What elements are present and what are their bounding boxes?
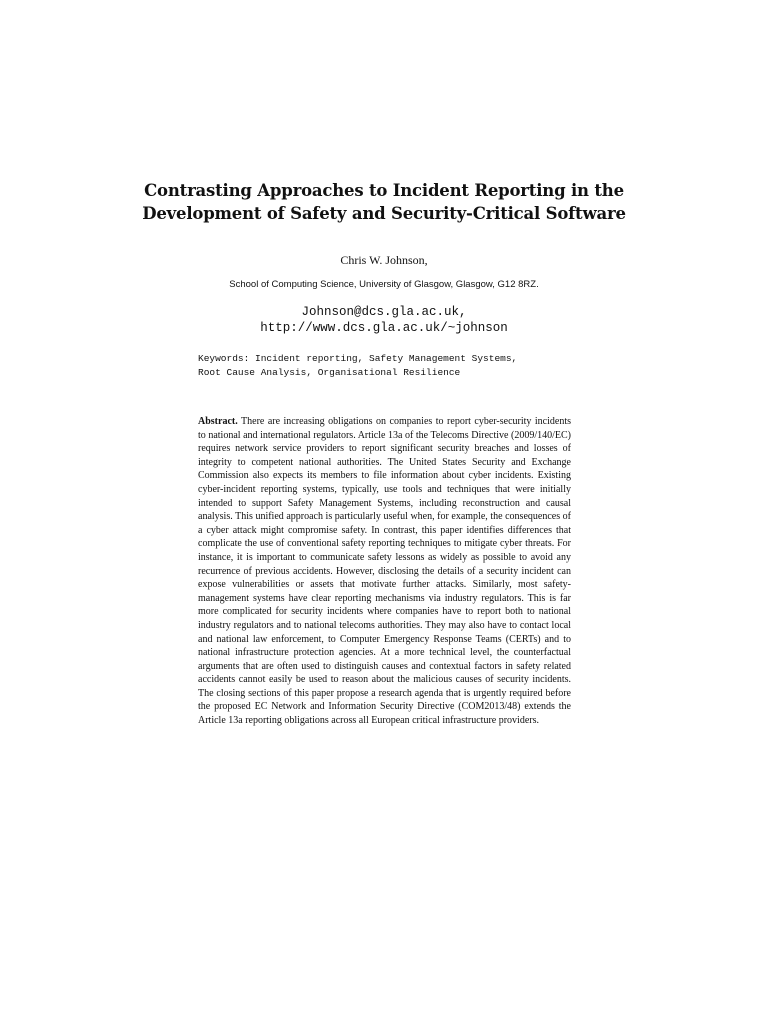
author-email: Johnson@dcs.gla.ac.uk,	[301, 305, 467, 319]
abstract-paragraph	[198, 415, 571, 728]
keywords-block	[198, 352, 578, 380]
keywords-line-2: Root Cause Analysis, Organisational Resilience	[198, 367, 461, 378]
abstract-label: Abstract.	[198, 416, 238, 427]
title-line-1: Contrasting Approaches to Incident Reporting in the	[144, 181, 624, 200]
author-homepage-url: http://www.dcs.gla.ac.uk/~johnson	[260, 321, 508, 335]
paper-title	[140, 179, 628, 225]
contact-block	[184, 304, 584, 336]
title-line-2: Development of Safety and Security-Critical Software	[142, 204, 626, 223]
keywords-line-1: Keywords: Incident reporting, Safety Management Systems,	[198, 353, 518, 364]
author-affiliation: School of Computing Science, University of Glasgow, Glasgow, G12 8RZ.	[229, 279, 539, 290]
author-name: Chris W. Johnson,	[340, 253, 428, 267]
abstract-text: There are increasing obligations on companies to report cyber-security incidents to national and international regulators. Article 13a of the Telecoms Directive (2009/140/EC) requires network service providers to report significant security breaches and losses of integrity to competent national authorities. The United States Security and Exchange Commission also expects its members to file information about cyber incidents. Existing cyber-incident reporting systems, typically, use tools and techniques that were initially intended to support Safety Management Systems, including reconstruction and causal analysis. This unified approach is particularly useful when, for example, the consequences of a cyber attack might compromise safety. In contrast, this paper identifies differences that complicate the use of conventional safety reporting techniques to mitigate cyber threats. For instance, it is important to communicate safety lessons as widely as possible to avoid any recurrence of previous accidents. However, disclosing the details of a security incident can expose vulnerabilities or assets that motivate further attacks. Similarly, most safety-management systems have clear reporting mechanisms via industry regulators. This is far more complicated for security incidents where companies have to report both to national industry regulators and to national telecoms authorities. They may also have to contact local and national law enforcement, to Computer Emergency Response Teams (CERTs) and to national infrastructure protection agencies. At a more technical level, the counterfactual arguments that are often used to distinguish causes and contextual factors in safety related accidents cannot easily be used to reason about the malicious causes of security incidents. The closing sections of this paper propose a research agenda that is urgently required before the proposed EC Network and Information Security Directive (COM2013/48) extends the Article 13a reporting obligations across all European critical infrastructure providers.	[198, 416, 571, 727]
